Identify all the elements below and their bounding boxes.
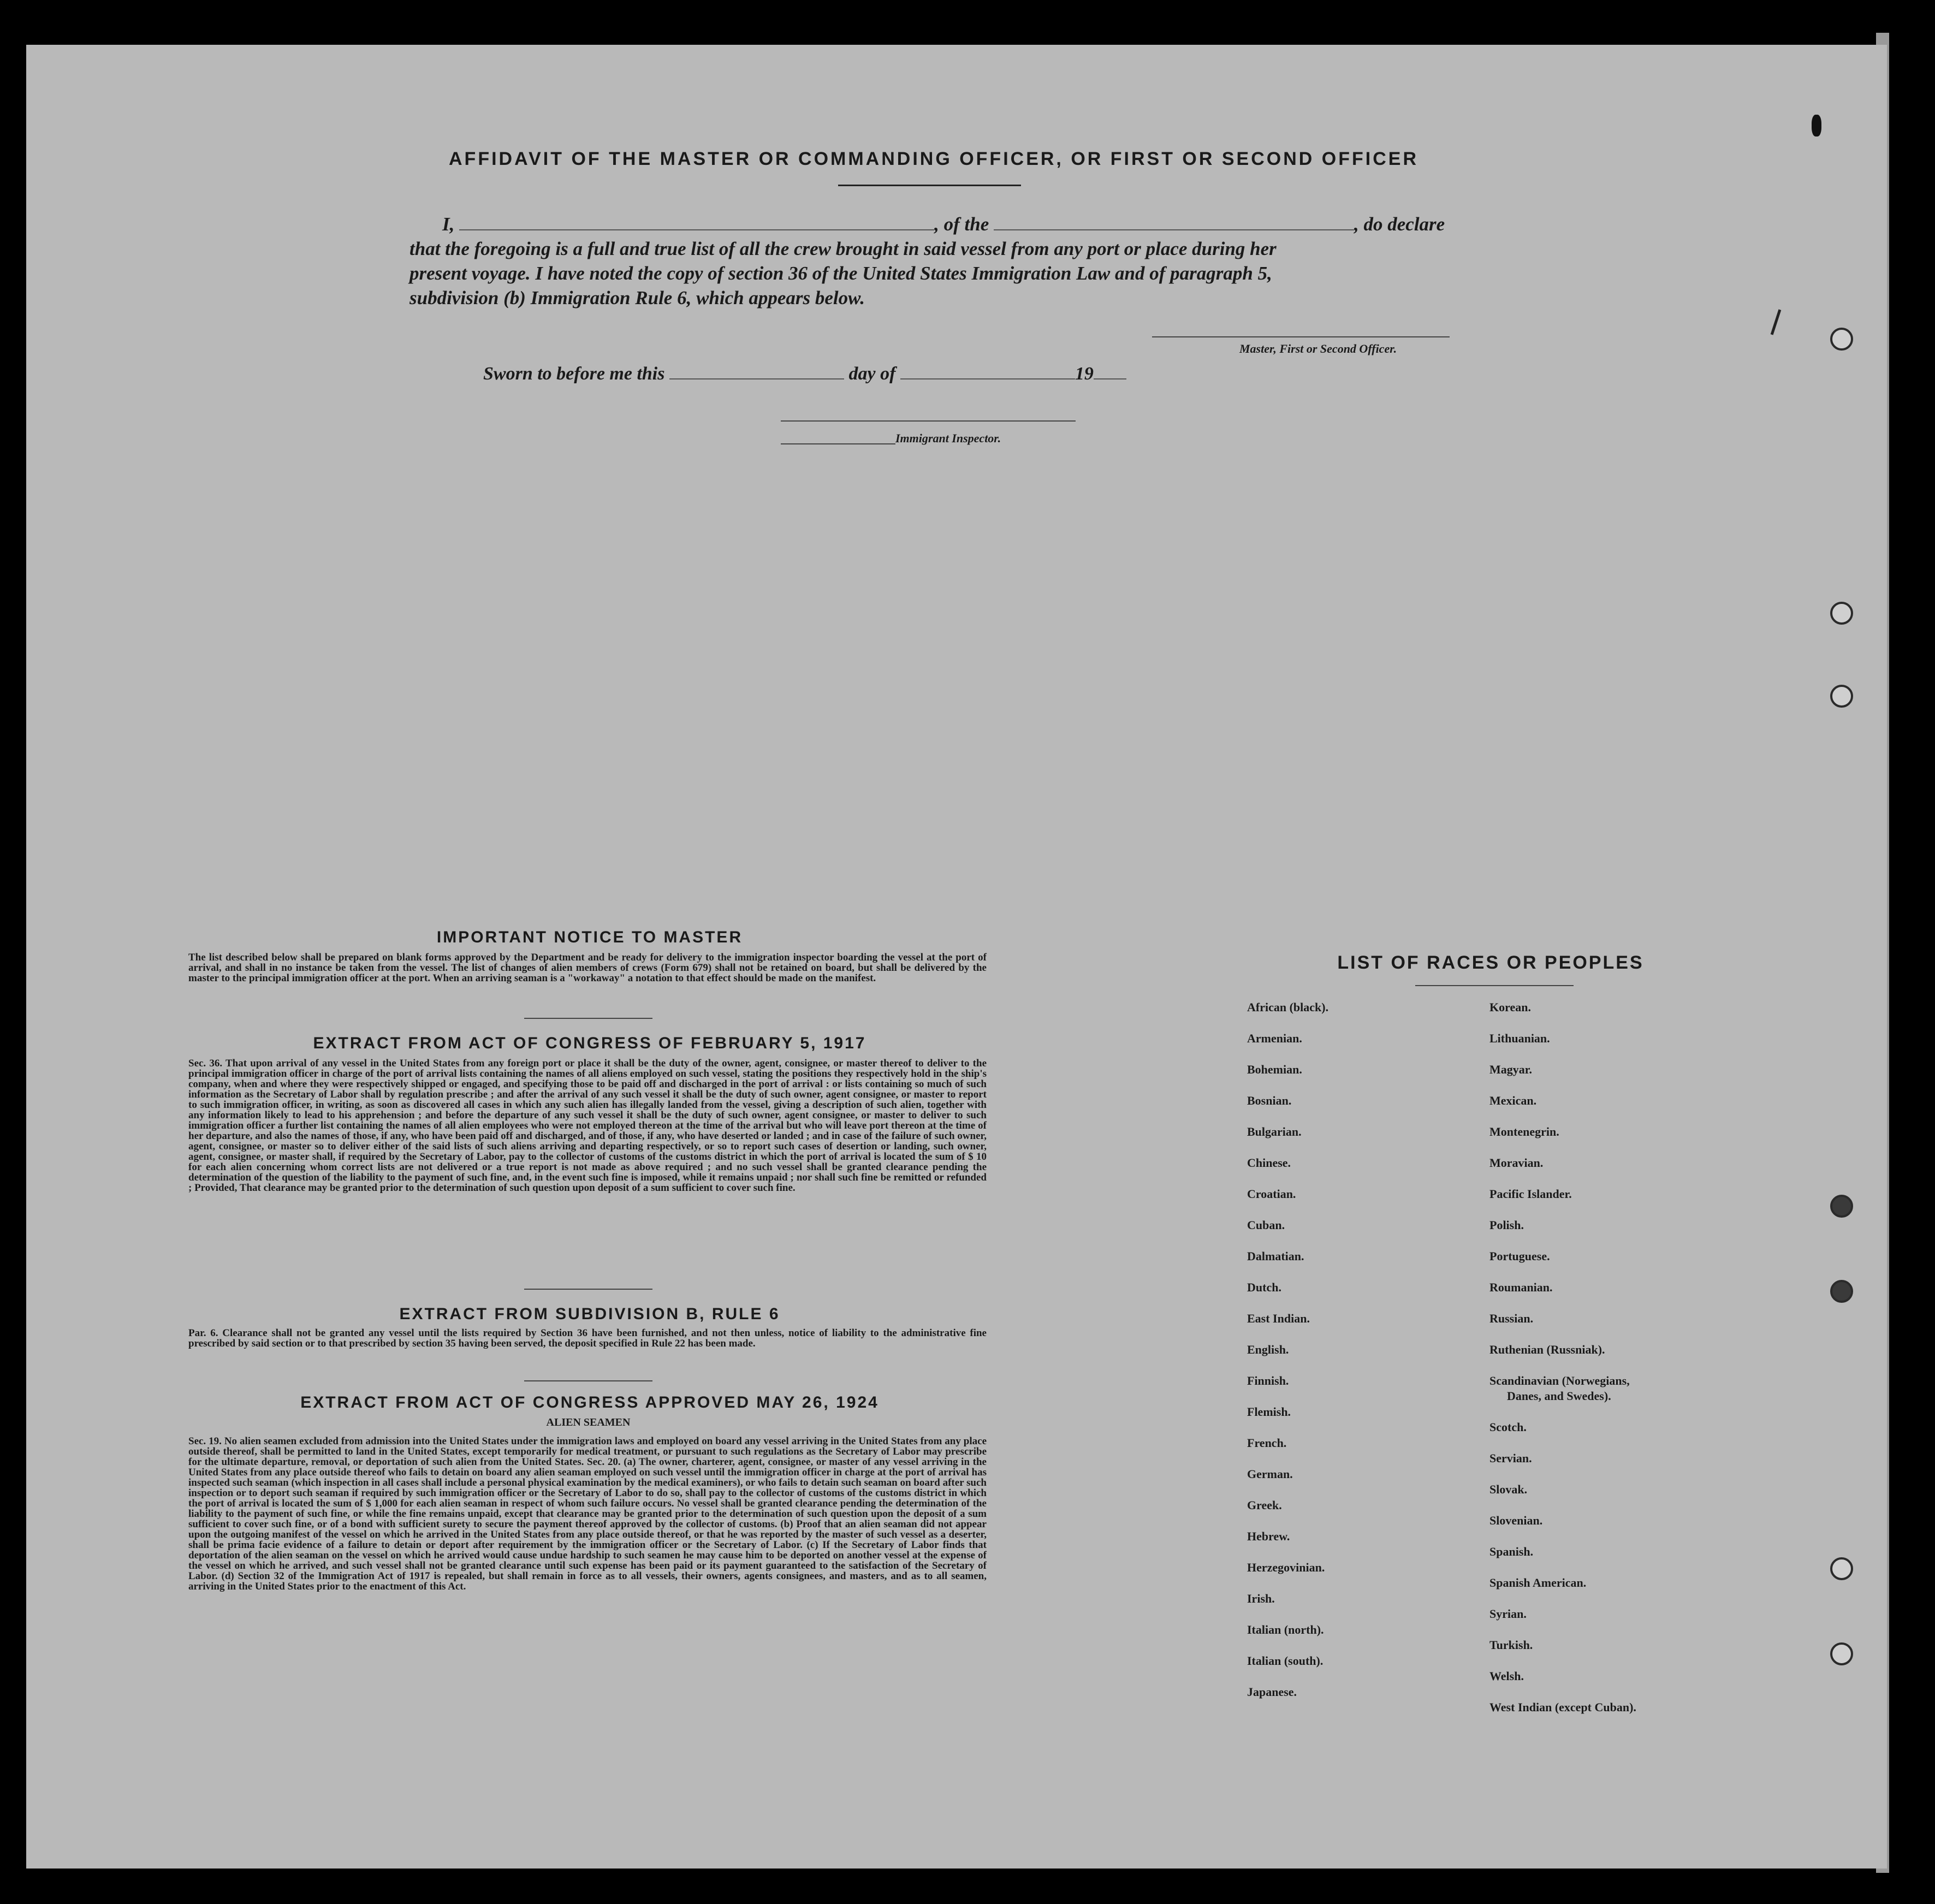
rule6-title: EXTRACT FROM SUBDIVISION B, RULE 6 — [399, 1305, 780, 1323]
race-item: Korean. — [1489, 1000, 1531, 1014]
race-item: Mexican. — [1489, 1094, 1537, 1107]
inspector-short-line — [781, 443, 895, 444]
race-item: Slovenian. — [1489, 1514, 1543, 1527]
race-item: Scandinavian (Norwegians, — [1489, 1374, 1630, 1387]
extract-1917-title: EXTRACT FROM ACT OF CONGRESS OF FEBRUARY 5, 1917 — [313, 1034, 866, 1052]
inspector-line[interactable] — [781, 420, 1076, 422]
race-item: Herzegovinian. — [1247, 1561, 1325, 1574]
race-item: Flemish. — [1247, 1405, 1291, 1419]
race-item: Irish. — [1247, 1592, 1275, 1605]
race-item: Welsh. — [1489, 1669, 1524, 1683]
affidavit-line-2: that the foregoing is a full and true list of all the crew brought in said vessel from any port or place during her — [409, 238, 1277, 259]
extract-1924-title: EXTRACT FROM ACT OF CONGRESS APPROVED MAY 26, 1924 — [300, 1393, 879, 1411]
affidavit-i-label: I, — [442, 213, 455, 235]
divider — [524, 1380, 652, 1381]
punch-hole — [1830, 1280, 1853, 1303]
race-item: Moravian. — [1489, 1156, 1544, 1170]
sworn-month-field[interactable] — [900, 378, 1075, 379]
race-item: Italian (north). — [1247, 1623, 1324, 1636]
divider — [524, 1018, 652, 1019]
race-item: Cuban. — [1247, 1218, 1285, 1232]
race-item: German. — [1247, 1467, 1293, 1481]
notice-title: IMPORTANT NOTICE TO MASTER — [436, 928, 743, 946]
year-prefix: 19 — [1075, 364, 1094, 384]
race-item: Bulgarian. — [1247, 1125, 1302, 1138]
race-item: Scotch. — [1489, 1420, 1527, 1434]
punch-hole — [1830, 1195, 1853, 1218]
race-item: Spanish American. — [1489, 1576, 1587, 1589]
race-item: Bohemian. — [1247, 1063, 1302, 1076]
punch-hole — [1830, 1642, 1853, 1665]
race-item: Magyar. — [1489, 1063, 1533, 1076]
race-item: Danes, and Swedes). — [1507, 1389, 1611, 1403]
divider — [524, 1289, 652, 1290]
race-item: Finnish. — [1247, 1374, 1289, 1387]
punch-hole — [1830, 685, 1853, 708]
race-item: West Indian (except Cuban). — [1489, 1700, 1636, 1714]
inspector-label: Immigrant Inspector. — [895, 431, 1001, 445]
race-item: Italian (south). — [1247, 1654, 1323, 1668]
race-item: Croatian. — [1247, 1187, 1296, 1201]
race-item: Syrian. — [1489, 1607, 1527, 1621]
punch-hole — [1830, 602, 1853, 625]
sworn-day-field[interactable] — [669, 378, 844, 379]
signature-line[interactable] — [1152, 336, 1450, 337]
race-item: Spanish. — [1489, 1545, 1534, 1558]
affidavit-title: AFFIDAVIT OF THE MASTER OR COMMANDING OFFICER, OR FIRST OR SECOND OFFICER — [449, 149, 1418, 169]
races-title: LIST OF RACES OR PEOPLES — [1337, 952, 1644, 973]
ink-mark — [1812, 115, 1821, 137]
affidavit-line-4: subdivision (b) Immigration Rule 6, which appears below. — [409, 287, 865, 309]
race-item: Polish. — [1489, 1218, 1524, 1232]
affidavit-do-declare: , do declare — [1354, 213, 1445, 235]
master-name-field[interactable] — [459, 229, 934, 230]
race-item: Dutch. — [1247, 1280, 1281, 1294]
race-item: Servian. — [1489, 1451, 1532, 1465]
affidavit-of-the: , of the — [934, 213, 989, 235]
race-item: Slovak. — [1489, 1482, 1528, 1496]
day-of-label: day of — [848, 364, 896, 384]
race-item: Montenegrin. — [1489, 1125, 1559, 1138]
race-item: Portuguese. — [1489, 1249, 1550, 1263]
race-item: Greek. — [1247, 1498, 1282, 1512]
race-item: Ruthenian (Russniak). — [1489, 1343, 1605, 1356]
race-item: Turkish. — [1489, 1638, 1533, 1652]
punch-hole — [1830, 1557, 1853, 1580]
race-item: Lithuanian. — [1489, 1031, 1550, 1045]
race-item: Russian. — [1489, 1312, 1534, 1325]
race-item: Pacific Islander. — [1489, 1187, 1572, 1201]
title-underline — [838, 185, 1021, 186]
extract-1917-text: Sec. 36. That upon arrival of any vessel in the United States from any foreign port or place it shall be the duty of the owner, agent, consignee, or master thereof to deliver to the principal immigration officer in charge of the port of arrival lists containing the names of all aliens employed on such vessel, stating the positions they respectively hold in the ship's company, when and where they were respectively shipped or engaged, and specifying those to be paid off and discharged in the port of arrival : or lists containing so much of such information as the Secretary of Labor shall by regulation prescribe ; and after the arrival of any such vessel it shall be the duty of such owner, agent consignee, or master to report to such immigration officer, in writing, as soon as discovered all cases in which any such alien has illegally landed from the vessel, giving a description of such alien, together with any information likely to lead to his apprehension ; and before the departure of any such vessel it shall be the duty of such owner, agent consignee, or master to deliver to such immigration officer a further list containing the names of all alien employees who were not employed thereon at the time of the arrival but who will leave port thereon at the time of her departure, and also the names of those, if any, who have been paid off and discharged, and of those, if any, who have deserted or landed ; and in case of the failure of such owner, agent, consignee, or master so to deliver either of the said lists of such aliens arriving and departing respectively, or so to report such cases of desertion or landing, such owner, agent, consignee, or master shall, if required by the Secretary of Labor, pay to the collector of customs of the customs district in which the port of arrival is located the sum of $ 10 for each alien concerning whom correct lists are not delivered or a true report is not made as above required ; and no such vessel shall be granted clearance pending the determination of the question of the liability to the payment of such fine, and, in the event such fine is imposed, while it remains unpaid ; nor shall such fine be remitted or refunded ; Provided, That clearance may be granted prior to the determination of such question upon deposit of a sum sufficient to cover such fine. — [188, 1058, 987, 1194]
race-item: Armenian. — [1247, 1031, 1302, 1045]
race-item: Chinese. — [1247, 1156, 1291, 1170]
rule6-text: Par. 6. Clearance shall not be granted any vessel until the lists required by Section 36 have been furnished, and not then unless, notice of liability to the administrative fine prescribed by said section or to that prescribed by section 35 having been served, the deposit specified in Rule 22 has been made. — [188, 1327, 987, 1349]
race-item: English. — [1247, 1343, 1289, 1356]
vessel-name-field[interactable] — [994, 229, 1354, 230]
race-item: French. — [1247, 1436, 1287, 1450]
affidavit-line-3: present voyage. I have noted the copy of section 36 of the United States Immigration Law and of paragraph 5, — [409, 263, 1272, 284]
race-item: African (black). — [1247, 1000, 1329, 1014]
race-item: Roumanian. — [1489, 1280, 1553, 1294]
race-item: Hebrew. — [1247, 1529, 1290, 1543]
sworn-line — [483, 364, 1126, 384]
races-title-underline — [1415, 985, 1574, 986]
notice-text: The list described below shall be prepared on blank forms approved by the Department and be ready for delivery to the immigration inspector boarding the vessel at the port of arrival, and shall in no instance be taken from the vessel. The list of changes of alien members of crews (Form 679) shall not be retained on board, but shall be delivered by the master to the principal immigration officer at the port. When an arriving seaman is a "workaway" a notation to that effect should be made on the manifest. — [188, 952, 987, 984]
extract-1924-text: Sec. 19. No alien seamen excluded from admission into the United States under the immigration laws and employed on board any vessel arriving in the United States from any place outside thereof, shall be permitted to land in the United States, except temporarily for medical treatment, or pursuant to such regulations as the Secretary of Labor may prescribe for the ultimate departure, removal, or deportation of such alien from the United States. Sec. 20. (a) The owner, charterer, agent, consignee, or master of any vessel arriving in the United States from any place outside thereof who fails to detain on board any alien seaman employed on such vessel until the immigration officer in charge at the port of arrival has inspected such seaman (which inspection in all cases shall include a personal physical examination by the medical examiners), or who fails to detain such seaman on board after such inspection or to deport such seaman if required by such immigration officer or the Secretary of Labor to do so, shall pay to the collector of customs of the customs district in which the port of arrival is located the sum of $ 1,000 for each alien seaman in respect of whom such failure occurs. No vessel shall be granted clearance pending the determination of the liability to the payment of such fine, or while the fine remains unpaid, except that clearance may be granted prior to the determination of such question upon the deposit of a sum sufficient to cover such fine, or of a bond with sufficient surety to secure the payment thereof approved by the collector of customs. (b) Proof that an alien seaman did not appear upon the outgoing manifest of the vessel on which he arrived in the United States from any place outside thereof, or that he was reported by the master of such vessel as a deserter, shall be prima facie evidence of a failure to detain or deport after requirement by the immigration officer or the Secretary of Labor. (c) If the Secretary of Labor finds that deportation of the alien seaman on the vessel on which he arrived would cause undue hardship to such seamen he may cause him to be deported on another vessel at the expense of the vessel on which he arrived, and such vessel shall not be granted clearance until such expense has been paid or its payment guaranteed to the satisfaction of the Secretary of Labor. (d) Section 32 of the Immigration Act of 1917 is repealed, but shall remain in force as to all vessels, their owners, agents consignees, and masters, and as to all seamen, arriving in the United States prior to the enactment of this Act. — [188, 1436, 987, 1592]
signature-label: Master, First or Second Officer. — [1239, 342, 1397, 355]
sworn-year-field[interactable] — [1094, 378, 1126, 379]
affidavit-text — [409, 212, 1452, 310]
race-item: Dalmatian. — [1247, 1249, 1304, 1263]
race-item: Japanese. — [1247, 1685, 1297, 1699]
alien-seamen-subtitle: ALIEN SEAMEN — [546, 1416, 631, 1428]
punch-hole — [1830, 328, 1853, 351]
sworn-label: Sworn to before me this — [483, 364, 665, 384]
race-item: Bosnian. — [1247, 1094, 1292, 1107]
race-item: East Indian. — [1247, 1312, 1310, 1325]
